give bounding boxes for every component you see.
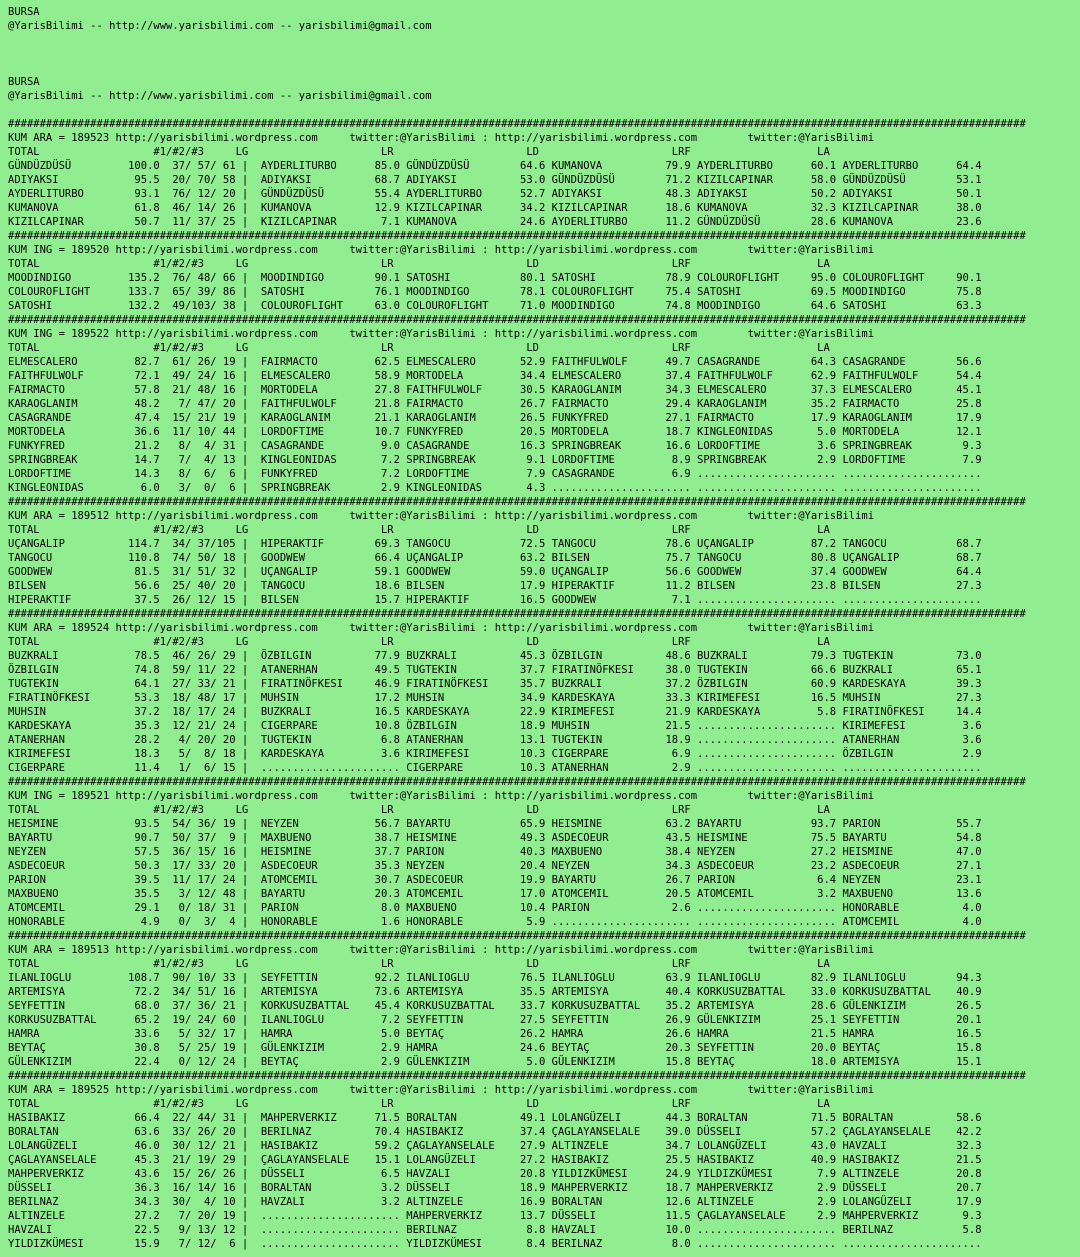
race-block (8, 1069, 1072, 1251)
result-row: UÇANGALIP 114.7 34/ 37/105 | HIPERAKTIF 69.3 TANGOCU 72.5 TANGOCU 78.6 UÇANGALIP 87.2 TANGOCU 68.7 (8, 538, 982, 550)
race-title: KUM ARA = 189513 http://yarisbilimi.wordpress.com twitter:@YarisBilimi : http://yarisbilimi.wordpress.com twitter:@YarisBilimi (8, 944, 875, 956)
result-row: ILANLIOGLU 108.7 90/ 10/ 33 | SEYFETTIN 92.2 ILANLIOGLU 76.5 ILANLIOGLU 63.9 ILANLIOGLU 82.9 ILANLIOGLU 94.3 (8, 972, 982, 984)
column-headers: TOTAL #1/#2/#3 LG LR LD LRF LA (8, 1098, 830, 1110)
result-row: CASAGRANDE 47.4 15/ 21/ 19 | KARAOGLANIM 21.1 KARAOGLANIM 26.5 FUNKYFRED 27.1 FAIRMACTO 17.9 KARAOGLANIM 17.9 (8, 412, 982, 424)
race-block (8, 495, 1072, 607)
race-block (8, 229, 1072, 313)
result-row: ALTINZELE 27.2 7/ 20/ 19 | ...................... MAHPERVERKIZ 13.7 DÜSSELI 11.5 ÇAGLAYANSELALE 2.9 MAHPERVERKIZ 9.3 (8, 1210, 982, 1222)
column-headers: TOTAL #1/#2/#3 LG LR LD LRF LA (8, 958, 830, 970)
result-row: HAVZALI 22.5 9/ 13/ 12 | ...................... BERILNAZ 8.8 HAVZALI 10.0 ...................... BERILNAZ 5.8 (8, 1224, 982, 1236)
result-row: KINGLEONIDAS 6.0 3/ 0/ 6 | SPRINGBREAK 2.9 KINGLEONIDAS 4.3 ...................... ...................... ...................... (8, 482, 982, 494)
result-row: KUMANOVA 61.8 46/ 14/ 26 | KUMANOVA 12.9 KIZILCAPINAR 34.2 KIZILCAPINAR 18.6 KUMANOVA 32.3 KIZILCAPINAR 38.0 (8, 202, 982, 214)
column-headers: TOTAL #1/#2/#3 LG LR LD LRF LA (8, 524, 830, 536)
result-row: ATOMCEMIL 29.1 0/ 18/ 31 | PARION 8.0 MAXBUENO 10.4 PARION 2.6 ...................... HONORABLE 4.0 (8, 902, 982, 914)
result-row: PARION 39.5 11/ 17/ 24 | ATOMCEMIL 30.7 ASDECOEUR 19.9 BAYARTU 26.7 PARION 6.4 NEYZEN 23.1 (8, 874, 982, 886)
spacer (8, 61, 1072, 75)
result-row: LOLANGÜZELI 46.0 30/ 12/ 21 | HASIBAKIZ 59.2 ÇAGLAYANSELALE 27.9 ALTINZELE 34.7 LOLANGÜZELI 43.0 HAVZALI 32.3 (8, 1140, 982, 1152)
race-title: KUM ING = 189522 http://yarisbilimi.wordpress.com twitter:@YarisBilimi : http://yarisbilimi.wordpress.com twitter:@YarisBilimi (8, 328, 875, 340)
result-row: DÜSSELI 36.3 16/ 14/ 16 | BORALTAN 3.2 DÜSSELI 18.9 MAHPERVERKIZ 18.7 MAHPERVERKIZ 2.9 DÜSSELI 20.7 (8, 1182, 982, 1194)
result-row: ÖZBILGIN 74.8 59/ 11/ 22 | ATANERHAN 49.5 TUGTEKIN 37.7 FIRATINÖFKESI 38.0 TUGTEKIN 66.6 BUZKRALI 65.1 (8, 664, 982, 676)
result-row: HASIBAKIZ 66.4 22/ 44/ 31 | MAHPERVERKIZ 71.5 BORALTAN 49.1 LOLANGÜZELI 44.3 BORALTAN 71.5 BORALTAN 58.6 (8, 1112, 982, 1124)
spacer (8, 47, 1072, 61)
separator-line: ################################################################################################################################################################# (8, 314, 1026, 326)
race-title: KUM ARA = 189525 http://yarisbilimi.wordpress.com twitter:@YarisBilimi : http://yarisbilimi.wordpress.com twitter:@YarisBilimi (8, 1084, 875, 1096)
result-row: ASDECOEUR 50.3 17/ 33/ 20 | ASDECOEUR 35.3 NEYZEN 20.4 NEYZEN 34.3 ASDECOEUR 23.2 ASDECOEUR 27.1 (8, 860, 982, 872)
separator-line: ################################################################################################################################################################# (8, 776, 1026, 788)
result-row: TUGTEKIN 64.1 27/ 33/ 21 | FIRATINÖFKESI 46.9 FIRATINÖFKESI 35.7 BUZKRALI 37.2 ÖZBILGIN 60.9 KARDESKAYA 39.3 (8, 678, 982, 690)
result-row: HIPERAKTIF 37.5 26/ 12/ 15 | BILSEN 15.7 HIPERAKTIF 16.5 GOODWEW 7.1 ...................... ...................... (8, 594, 982, 606)
result-row: BERILNAZ 34.3 30/ 4/ 10 | HAVZALI 3.2 ALTINZELE 16.9 BORALTAN 12.6 ALTINZELE 2.9 LOLANGÜZELI 17.9 (8, 1196, 982, 1208)
race-title: KUM ARA = 189524 http://yarisbilimi.wordpress.com twitter:@YarisBilimi : http://yarisbilimi.wordpress.com twitter:@YarisBilimi (8, 622, 875, 634)
column-headers: TOTAL #1/#2/#3 LG LR LD LRF LA (8, 342, 830, 354)
column-headers: TOTAL #1/#2/#3 LG LR LD LRF LA (8, 804, 830, 816)
result-row: HAMRA 33.6 5/ 32/ 17 | HAMRA 5.0 BEYTAÇ 26.2 HAMRA 26.6 HAMRA 21.5 HAMRA 16.5 (8, 1028, 982, 1040)
result-row: SATOSHI 132.2 49/103/ 38 | COLOUROFLIGHT 63.0 COLOUROFLIGHT 71.0 MOODINDIGO 74.8 MOODINDIGO 64.6 SATOSHI 63.3 (8, 300, 982, 312)
separator-line: ################################################################################################################################################################# (8, 1070, 1026, 1082)
race-title: KUM ING = 189520 http://yarisbilimi.wordpress.com twitter:@YarisBilimi : http://yarisbilimi.wordpress.com twitter:@YarisBilimi (8, 244, 875, 256)
result-row: TANGOCU 110.8 74/ 50/ 18 | GOODWEW 66.4 UÇANGALIP 63.2 BILSEN 75.7 TANGOCU 80.8 UÇANGALIP 68.7 (8, 552, 982, 564)
result-row: LORDOFTIME 14.3 8/ 6/ 6 | FUNKYFRED 7.2 LORDOFTIME 7.9 CASAGRANDE 6.9 ...................... ...................... (8, 468, 982, 480)
race-block (8, 117, 1072, 229)
result-row: ÇAGLAYANSELALE 45.3 21/ 19/ 29 | ÇAGLAYANSELALE 15.1 LOLANGÜZELI 27.2 HASIBAKIZ 25.5 HASIBAKIZ 40.9 HASIBAKIZ 21.5 (8, 1154, 982, 1166)
race-block (8, 929, 1072, 1069)
result-row: HEISMINE 93.5 54/ 36/ 19 | NEYZEN 56.7 BAYARTU 65.9 HEISMINE 63.2 BAYARTU 93.7 PARION 55.7 (8, 818, 982, 830)
result-row: KIRIMEFESI 18.3 5/ 8/ 18 | KARDESKAYA 3.6 KIRIMEFESI 10.3 CIGERPARE 6.9 ...................... ÖZBILGIN 2.9 (8, 748, 982, 760)
result-row: BAYARTU 90.7 50/ 37/ 9 | MAXBUENO 38.7 HEISMINE 49.3 ASDECOEUR 43.5 HEISMINE 75.5 BAYARTU 54.8 (8, 832, 982, 844)
spacer (8, 103, 1072, 117)
result-row: MAHPERVERKIZ 43.6 15/ 26/ 26 | DÜSSELI 6.5 HAVZALI 20.8 YILDIZKÜMESI 24.9 YILDIZKÜMESI 7.9 ALTINZELE 20.8 (8, 1168, 982, 1180)
result-row: MORTODELA 36.6 11/ 10/ 44 | LORDOFTIME 10.7 FUNKYFRED 20.5 MORTODELA 18.7 KINGLEONIDAS 5.0 MORTODELA 12.1 (8, 426, 982, 438)
race-title: KUM ARA = 189512 http://yarisbilimi.wordpress.com twitter:@YarisBilimi : http://yarisbilimi.wordpress.com twitter:@YarisBilimi (8, 510, 875, 522)
race-title: KUM ARA = 189523 http://yarisbilimi.wordpress.com twitter:@YarisBilimi : http://yarisbilimi.wordpress.com twitter:@YarisBilimi (8, 132, 875, 144)
result-row: GOODWEW 81.5 31/ 51/ 32 | UÇANGALIP 59.1 GOODWEW 59.0 UÇANGALIP 56.6 GOODWEW 37.4 GOODWEW 64.4 (8, 566, 982, 578)
result-row: KARAOGLANIM 48.2 7/ 47/ 20 | FAITHFULWOLF 21.8 FAIRMACTO 26.7 FAIRMACTO 29.4 KARAOGLANIM 35.2 FAIRMACTO 25.8 (8, 398, 982, 410)
result-row: AYDERLITURBO 93.1 76/ 12/ 20 | GÜNDÜZDÜSÜ 55.4 AYDERLITURBO 52.7 ADIYAKSI 48.3 ADIYAKSI 50.2 ADIYAKSI 50.1 (8, 188, 982, 200)
result-row: ARTEMISYA 72.2 34/ 51/ 16 | ARTEMISYA 73.6 ARTEMISYA 35.5 ARTEMISYA 40.4 KORKUSUZBATTAL 33.0 KORKUSUZBATTAL 40.9 (8, 986, 982, 998)
header-contact-repeat: @YarisBilimi -- http://www.yarisbilimi.com -- yarisbilimi@gmail.com (8, 90, 432, 102)
result-row: ATANERHAN 28.2 4/ 20/ 20 | TUGTEKIN 6.8 ATANERHAN 13.1 TUGTEKIN 18.9 ...................... ATANERHAN 3.6 (8, 734, 982, 746)
result-row: GÜLENKIZIM 22.4 0/ 12/ 24 | BEYTAÇ 2.9 GÜLENKIZIM 5.0 GÜLENKIZIM 15.8 BEYTAÇ 18.0 ARTEMISYA 15.1 (8, 1056, 982, 1068)
column-headers: TOTAL #1/#2/#3 LG LR LD LRF LA (8, 146, 830, 158)
spacer (8, 33, 1072, 47)
header-contact: @YarisBilimi -- http://www.yarisbilimi.com -- yarisbilimi@gmail.com (8, 20, 432, 32)
result-row: SEYFETTIN 68.0 37/ 36/ 21 | KORKUSUZBATTAL 45.4 KORKUSUZBATTAL 33.7 KORKUSUZBATTAL 35.2 ARTEMISYA 28.6 GÜLENKIZIM 26.5 (8, 1000, 982, 1012)
race-title: KUM ING = 189521 http://yarisbilimi.wordpress.com twitter:@YarisBilimi : http://yarisbilimi.wordpress.com twitter:@YarisBilimi (8, 790, 875, 802)
header-city: BURSA (8, 6, 40, 18)
result-row: BEYTAÇ 30.8 5/ 25/ 19 | GÜLENKIZIM 2.9 HAMRA 24.6 BEYTAÇ 20.3 SEYFETTIN 20.0 BEYTAÇ 15.8 (8, 1042, 982, 1054)
column-headers: TOTAL #1/#2/#3 LG LR LD LRF LA (8, 258, 830, 270)
separator-line: ################################################################################################################################################################# (8, 118, 1026, 130)
race-block (8, 775, 1072, 929)
result-row: FAITHFULWOLF 72.1 49/ 24/ 16 | ELMESCALERO 58.9 MORTODELA 34.4 ELMESCALERO 37.4 FAITHFULWOLF 62.9 FAITHFULWOLF 54.4 (8, 370, 982, 382)
race-block (8, 313, 1072, 495)
result-row: YILDIZKÜMESI 15.9 7/ 12/ 6 | ...................... YILDIZKÜMESI 8.4 BERILNAZ 8.0 ...................... ...................... (8, 1238, 982, 1250)
result-row: SPRINGBREAK 14.7 7/ 4/ 13 | KINGLEONIDAS 7.2 SPRINGBREAK 9.1 LORDOFTIME 8.9 SPRINGBREAK 2.9 LORDOFTIME 7.9 (8, 454, 982, 466)
result-row: ADIYAKSI 95.5 20/ 70/ 58 | ADIYAKSI 68.7 ADIYAKSI 53.0 GÜNDÜZDÜSÜ 71.2 KIZILCAPINAR 58.0 GÜNDÜZDÜSÜ 53.1 (8, 174, 982, 186)
header-city-repeat: BURSA (8, 76, 40, 88)
result-row: CIGERPARE 11.4 1/ 6/ 15 | ...................... CIGERPARE 10.3 ATANERHAN 2.9 ...................... ...................... (8, 762, 982, 774)
result-row: ELMESCALERO 82.7 61/ 26/ 19 | FAIRMACTO 62.5 ELMESCALERO 52.9 FAITHFULWOLF 49.7 CASAGRANDE 64.3 CASAGRANDE 56.6 (8, 356, 982, 368)
separator-line: ################################################################################################################################################################# (8, 930, 1026, 942)
race-block (8, 607, 1072, 775)
result-row: KIZILCAPINAR 50.7 11/ 37/ 25 | KIZILCAPINAR 7.1 KUMANOVA 24.6 AYDERLITURBO 11.2 GÜNDÜZDÜSÜ 28.6 KUMANOVA 23.6 (8, 216, 982, 228)
result-row: KARDESKAYA 35.3 12/ 21/ 24 | CIGERPARE 10.8 ÖZBILGIN 18.9 MUHSIN 21.5 ...................... KIRIMEFESI 3.6 (8, 720, 982, 732)
result-row: BILSEN 56.6 25/ 40/ 20 | TANGOCU 18.6 BILSEN 17.9 HIPERAKTIF 11.2 BILSEN 23.8 BILSEN 27.3 (8, 580, 982, 592)
result-row: HONORABLE 4.9 0/ 3/ 4 | HONORABLE 1.6 HONORABLE 5.9 ...................... ...................... ATOMCEMIL 4.0 (8, 916, 982, 928)
result-row: MOODINDIGO 135.2 76/ 48/ 66 | MOODINDIGO 90.1 SATOSHI 80.1 SATOSHI 78.9 COLOUROFLIGHT 95.0 COLOUROFLIGHT 90.1 (8, 272, 982, 284)
result-row: FIRATINÖFKESI 53.3 18/ 48/ 17 | MUHSIN 17.2 MUHSIN 34.9 KARDESKAYA 33.3 KIRIMEFESI 16.5 MUHSIN 27.3 (8, 692, 982, 704)
result-row: KORKUSUZBATTAL 65.2 19/ 24/ 60 | ILANLIOGLU 7.2 SEYFETTIN 27.5 SEYFETTIN 26.9 GÜLENKIZIM 25.1 SEYFETTIN 20.1 (8, 1014, 982, 1026)
separator-line: ################################################################################################################################################################# (8, 496, 1026, 508)
separator-line: ################################################################################################################################################################# (8, 608, 1026, 620)
result-row: MAXBUENO 35.5 3/ 12/ 48 | BAYARTU 20.3 ATOMCEMIL 17.0 ATOMCEMIL 20.5 ATOMCEMIL 3.2 MAXBUENO 13.6 (8, 888, 982, 900)
result-row: GÜNDÜZDÜSÜ 100.0 37/ 57/ 61 | AYDERLITURBO 85.0 GÜNDÜZDÜSÜ 64.6 KUMANOVA 79.9 AYDERLITURBO 60.1 AYDERLITURBO 64.4 (8, 160, 982, 172)
column-headers: TOTAL #1/#2/#3 LG LR LD LRF LA (8, 636, 830, 648)
race-list (8, 117, 1072, 1251)
separator-line: ################################################################################################################################################################# (8, 230, 1026, 242)
result-row: BUZKRALI 78.5 46/ 26/ 29 | ÖZBILGIN 77.9 BUZKRALI 45.3 ÖZBILGIN 48.6 BUZKRALI 79.3 TUGTEKIN 73.0 (8, 650, 982, 662)
result-row: COLOUROFLIGHT 133.7 65/ 39/ 86 | SATOSHI 76.1 MOODINDIGO 78.1 COLOUROFLIGHT 75.4 SATOSHI 69.5 MOODINDIGO 75.8 (8, 286, 982, 298)
result-row: MUHSIN 37.2 18/ 17/ 24 | BUZKRALI 16.5 KARDESKAYA 22.9 KIRIMEFESI 21.9 KARDESKAYA 5.8 FIRATINÖFKESI 14.4 (8, 706, 982, 718)
result-row: FAIRMACTO 57.8 21/ 48/ 16 | MORTODELA 27.8 FAITHFULWOLF 30.5 KARAOGLANIM 34.3 ELMESCALERO 37.3 ELMESCALERO 45.1 (8, 384, 982, 396)
result-row: NEYZEN 57.5 36/ 15/ 16 | HEISMINE 37.7 PARION 40.3 MAXBUENO 38.4 NEYZEN 27.2 HEISMINE 47.0 (8, 846, 982, 858)
result-row: BORALTAN 63.6 33/ 26/ 20 | BERILNAZ 70.4 HASIBAKIZ 37.4 ÇAGLAYANSELALE 39.0 DÜSSELI 57.2 ÇAGLAYANSELALE 42.2 (8, 1126, 982, 1138)
result-row: FUNKYFRED 21.2 8/ 4/ 31 | CASAGRANDE 9.0 CASAGRANDE 16.3 SPRINGBREAK 16.6 LORDOFTIME 3.6 SPRINGBREAK 9.3 (8, 440, 982, 452)
